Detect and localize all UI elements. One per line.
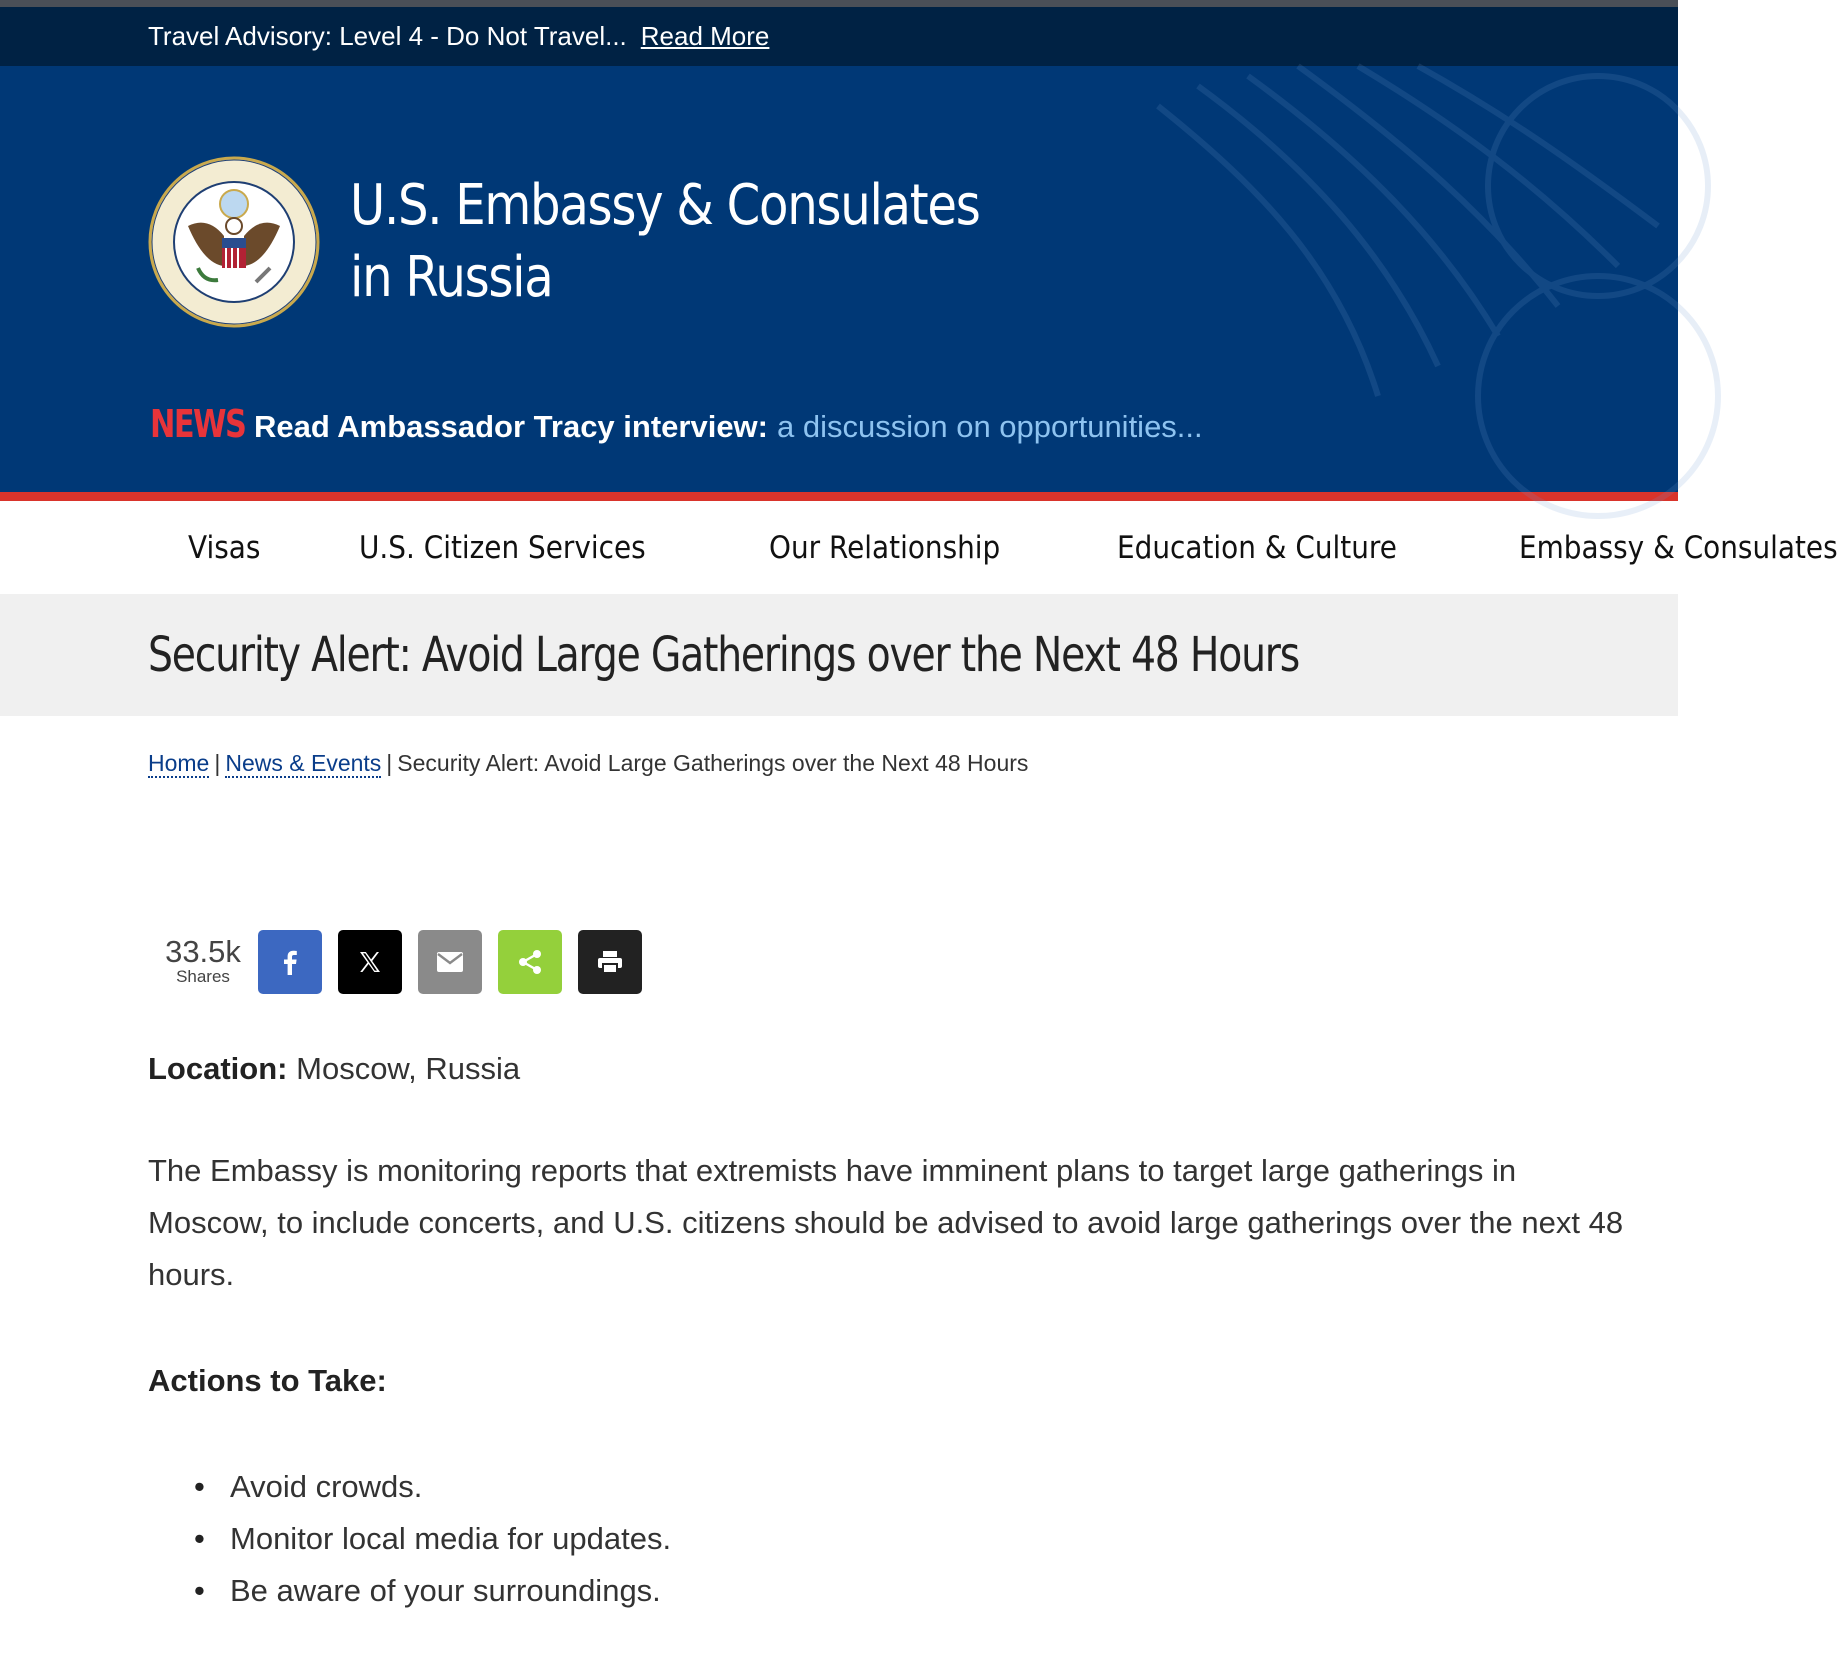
nav-item-visas[interactable]: Visas (188, 529, 261, 566)
list-item: • Monitor local media for updates. (194, 1513, 1628, 1565)
site-title-line1: U.S. Embassy & Consulates (350, 173, 980, 238)
location-line (148, 1043, 1628, 1095)
facebook-icon (279, 949, 301, 975)
breadcrumb-separator: | (214, 750, 221, 776)
article-body: The Embassy is monitoring reports that extremists have imminent plans to target large gatherings in Moscow, to include concerts, and U.S. citizens should be advised to avoid large gatherings over the next 48 hours. (148, 1153, 1624, 1292)
actions-list (148, 1461, 1628, 1617)
advisory-text: Travel Advisory: Level 4 - Do Not Travel... (148, 21, 627, 51)
share-count-label: Shares (176, 967, 230, 986)
site-title[interactable] (350, 170, 980, 314)
share-bar (148, 930, 642, 994)
x-icon (357, 949, 383, 975)
travel-advisory-banner (0, 7, 1678, 66)
news-discussion-link[interactable]: a discussion on opportunities... (777, 409, 1203, 444)
article-content (148, 1043, 1628, 1617)
page-title: Security Alert: Avoid Large Gatherings over the Next 48 Hours (148, 627, 1300, 683)
news-headline-link[interactable]: Read Ambassador Tracy interview: (254, 409, 768, 444)
page-title-bar (0, 594, 1678, 716)
x-share-button[interactable] (338, 930, 402, 994)
location-label: Location: (148, 1051, 288, 1086)
email-share-button[interactable] (418, 930, 482, 994)
print-button[interactable] (578, 930, 642, 994)
site-header (0, 66, 1678, 492)
actions-heading: Actions to Take: (148, 1363, 387, 1398)
breadcrumb-home-link[interactable]: Home (148, 750, 210, 776)
share-count (148, 934, 258, 987)
breadcrumb-separator: | (386, 750, 393, 776)
list-item: • Be aware of your surroundings. (194, 1565, 1628, 1617)
top-border (0, 0, 1678, 7)
share-icon (517, 949, 543, 975)
share-count-number: 33.5k (165, 934, 241, 969)
facebook-share-button[interactable] (258, 930, 322, 994)
share-button[interactable] (498, 930, 562, 994)
breadcrumb-news-events-link[interactable]: News & Events (225, 750, 382, 776)
news-ticker (150, 402, 1203, 446)
site-title-line2: in Russia (350, 245, 553, 310)
breadcrumb-current: Security Alert: Avoid Large Gatherings over the Next 48 Hours (397, 750, 1029, 776)
department-of-state-seal-icon (148, 156, 320, 328)
list-item: • Avoid crowds. (194, 1461, 1628, 1513)
email-icon (436, 951, 464, 973)
main-navigation (0, 501, 1838, 594)
nav-item-our-relationship[interactable]: Our Relationship (768, 529, 1001, 566)
accent-divider (0, 492, 1678, 501)
nav-item-embassy-consulates[interactable]: Embassy & Consulates (1518, 529, 1838, 566)
location-value: Moscow, Russia (296, 1051, 521, 1086)
advisory-read-more-link[interactable]: Read More (640, 21, 770, 51)
news-badge: NEWS (150, 402, 246, 446)
print-icon (596, 949, 624, 975)
nav-item-citizen-services[interactable]: U.S. Citizen Services (359, 529, 647, 566)
breadcrumb (0, 750, 1678, 777)
nav-item-education-culture[interactable]: Education & Culture (1116, 529, 1397, 566)
